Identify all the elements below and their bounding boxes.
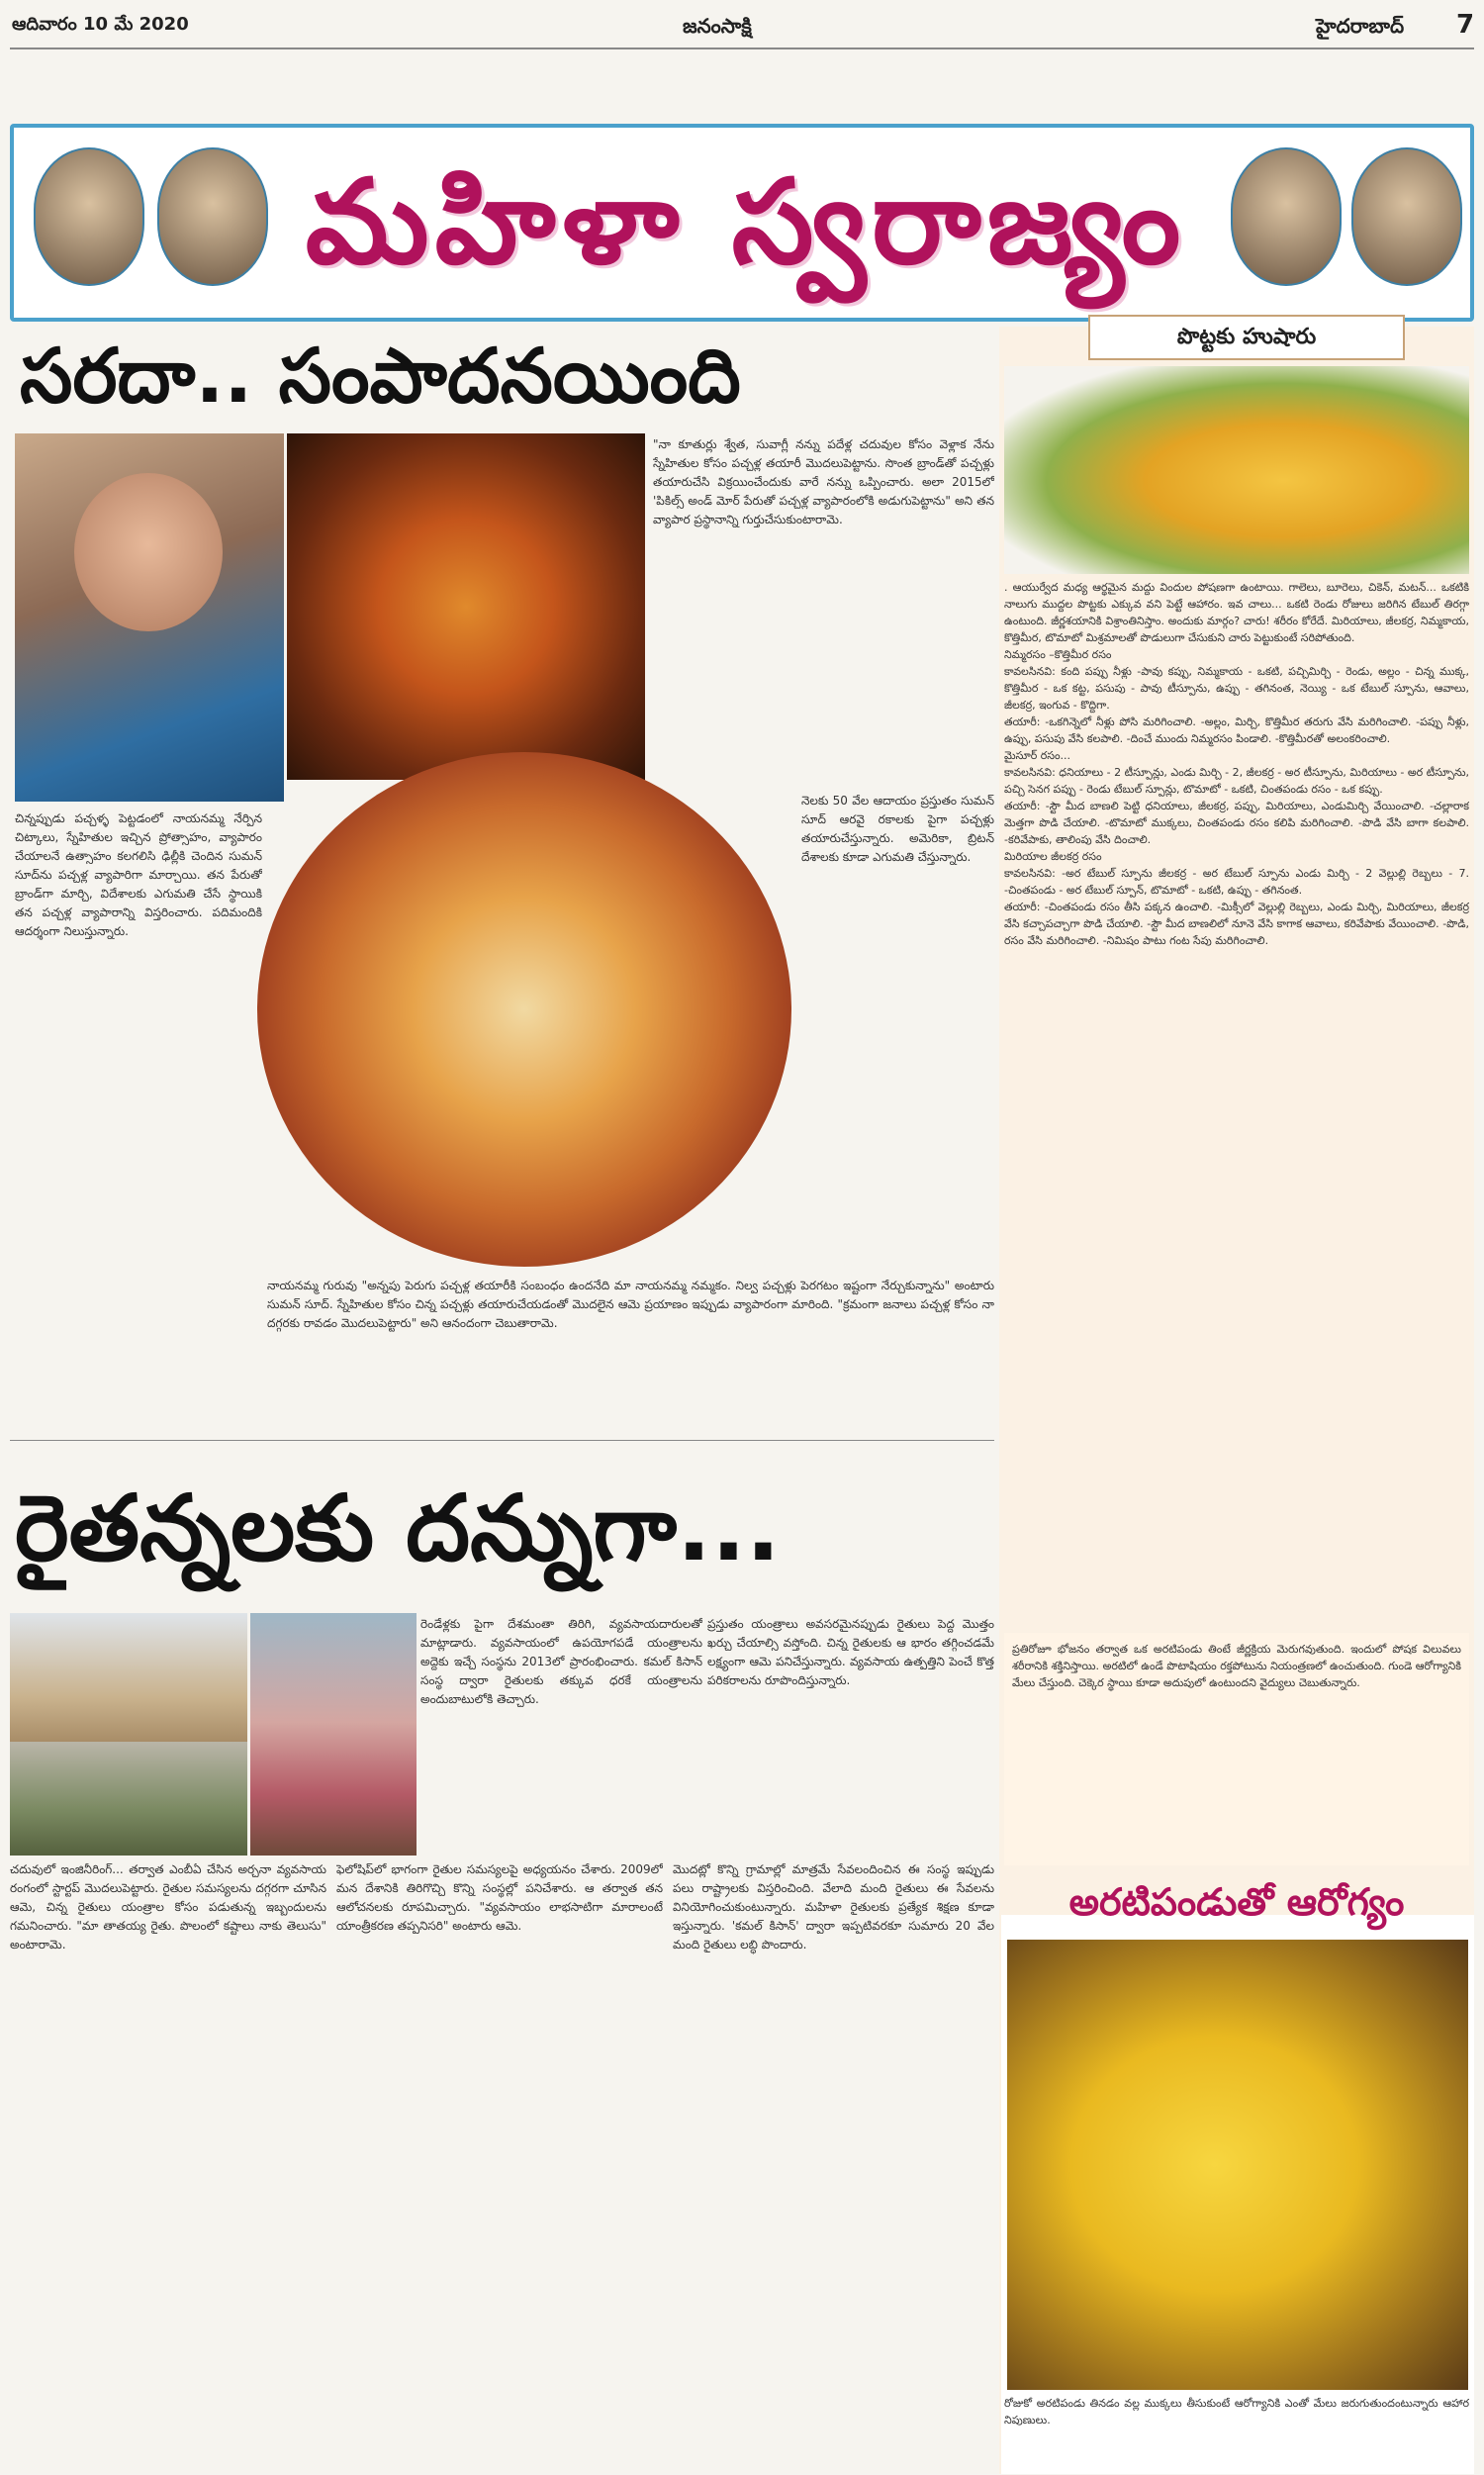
portrait-right-2 <box>1351 147 1462 286</box>
story-divider <box>10 1440 994 1441</box>
banana-photo <box>1007 1940 1468 2390</box>
story1-col-b: "నా కూతుర్లు శ్వేత, సువాగ్లీ నన్ను పదేళ్ల చదువుల కోసం వెళ్లాక నేను స్నేహితుల కోసం పచ్చళ్ల తయారీ మొదలుపెట్టాను. సొంత బ్రాండ్‌తో పచ్చళ్లు తయారుచేసి విక్రయించేందుకు వారే నన్ను ఒప్పించారు. అలా 2015లో 'పికిల్స్ అండ్ మోర్ పేరుతో పచ్చళ్ల వ్యాపారంలోకి అడుగుపెట్టాను" అని తన వ్యాపార ప్రస్థానాన్ని గుర్తుచేసుకుంటారామె. <box>653 437 994 526</box>
city-label: హైదరాబాద్ <box>1316 14 1405 38</box>
page-number: 7 <box>1456 10 1475 40</box>
sidebar-title: పొట్టకు హుషారు <box>1088 315 1405 360</box>
banana-title: అరటిపండుతో ఆరోగ్యం <box>1068 1880 1405 1924</box>
portrait-left-2 <box>157 147 268 286</box>
issue-date: ఆదివారం 10 మే 2020 <box>12 14 189 35</box>
pickle-jars-photo <box>257 752 791 1267</box>
sidebar-body: . ఆయుర్వేద మధ్య ఆర్థమైన మద్దు విందుల పోషణగా ఉంటాయి. గాలెలు, బూరెలు, చికెన్, మటన్... ఒకటికి నాలుగు ముద్దల పొట్టకు ఎక్కువ వని పెట్టే ఆహారం. ఇవ చాలు... ఒకటి రెండు రోజులు జరిగిన టేబుల్ తిరగ్గా ఉంటుంది. జీర్ణశయానికి విశ్రాంతినిస్తాం. అందుకు మార్గం? చారు! శరీరం కోరేదే. మిరియాలు, జీలకర్ర, నిమ్మకాయ, కొత్తిమీర, టొమాటో మిశ్రమాలతో పొడులుగా చేసుకుని చారు పెట్టుకుంటే సరిపోతుంది. నిమ్మరసం –కొత్తిమీర రసం కావలసినవి: కంది పప్పు నీళ్లు -పావు కప్పు, నిమ్మకాయ - ఒకటి, పచ్చిమిర్చి - రెండు, అల్లం - చిన్న ముక్క, కొత్తిమీర - ఒక కట్ట, పసుపు - పావు టీస్పూను, ఉప్పు - తగినంత, నెయ్యి - ఒక టేబుల్ స్పూను, ఆవాలు, జీలకర్ర, ఇంగువ - కొద్దిగా. తయారీ: -ఒకగిన్నెలో నీళ్లు పోసి మరిగించాలి. -అల్లం, మిర్చి, కొత్తిమీర తరుగు వేసి మరిగించాలి. -పప్పు నీళ్లు, ఉప్పు, పసుపు వేసి కలపాలి. -దించే ముందు నిమ్మరసం పిండాలి. -కొత్తిమీరతో అలంకరించాలి. మైసూర్ రసం... కావలసినవి: ధనియాలు - 2 టీస్పూన్లు, ఎండు మిర్చి - 2, జీలకర్ర - అర టీస్పూను, మిరియాలు - అర టీస్పూను, పచ్చి సెనగ పప్పు - రెండు టేబుల్ స్పూన్లు, టొమాటో - ఒకటి, చింతపండు రసం - ఒక కప్పు. తయారీ: -స్టౌ మీద బాణలి పెట్టి ధనియాలు, జీలకర్ర, పప్పు, మిరియాలు, ఎండుమిర్చి వేయించాలి. -చల్లారాక మెత్తగా పొడి చేయాలి. -టొమాటో ముక్కలు, చింతపండు రసం కలిపి మరిగించాలి. -పొడి వేసి బాగా కలపాలి. -కరివేపాకు, తాలింపు వేసి దించాలి. మిరియాల జీలకర్ర రసం కావలసినవి: -అర టేబుల్ స్పూను జీలకర్ర - అర టేబుల్ స్పూను ఎండు మిర్చి - 2 వెల్లుల్లి రెబ్బలు - 7. -చింతపండు - అర టేబుల్ స్పూన్, టొమాటో - ఒకటి, ఉప్పు - తగినంత. తయారీ: -చింతపండు రసం తీసి పక్కన ఉంచాలి. -మిక్సీలో వెల్లుల్లి రెబ్బలు, ఎండు మిర్చి, మిరియాలు, జీలకర్ర వేసి కచ్చాపచ్చాగా పొడి చేయాలి. -స్టౌ మీద బాణలిలో నూనె వేసి కాగాక ఆవాలు, కరివేపాకు వేయించాలి. -పొడి, రసం వేసి మరిగించాలి. -నిమిషం పాటు గంట సేపు మరిగించాలి. <box>1004 581 1469 947</box>
section-banner <box>10 124 1474 322</box>
banana-caption: రోజుకో అరటిపండు తినడం వల్ల ముక్కలు తీసుకుంటే ఆరోగ్యానికి ఎంతో మేలు జరుగుతుందంటున్నారు ఆహార నిపుణులు. <box>1004 2397 1469 2427</box>
page-header <box>0 0 1484 59</box>
story1-col-c: నెలకు 50 వేల ఆదాయం ప్రస్తుతం సుమన్ సూద్ ఆరవై రకాలకు పైగా పచ్చళ్లు తయారుచేస్తున్నారు. అమెరికా, బ్రిటన్ దేశాలకు కూడా ఎగుమతి చేస్తున్నారు. <box>801 794 994 864</box>
face-shape <box>74 473 223 631</box>
masthead: జనంసాక్షి <box>683 14 752 38</box>
story2-col-c: చదువులో ఇంజినీరింగ్... తర్వాత ఎంబీఏ చేసిన అర్చనా వ్యవసాయ రంగంలో స్టార్టప్ మొదలుపెట్టారు. రైతుల సమస్యలను దగ్గరగా చూసిన ఆమె, చిన్న రైతులు యంత్రాల కోసం పడుతున్న ఇబ్బందులను గమనించారు. "మా తాతయ్య రైతు. పొలంలో కష్టాలు నాకు తెలుసు" అంటారామె. <box>10 1862 326 1951</box>
founder-photo <box>250 1613 417 1856</box>
portrait-left-1 <box>34 147 144 286</box>
story2-col-d: ఫెలోషిప్‌లో భాగంగా రైతుల సమస్యలపై అధ్యయనం చేశారు. 2009లో మన దేశానికి తిరిగొచ్చి కొన్ని సంస్థల్లో పనిచేశారు. ఆ తర్వాత తన ఆలోచనలకు రూపమిచ్చారు. "వ్యవసాయం లాభసాటిగా మారాలంటే యాంత్రీకరణ తప్పనిసరి" అంటారు ఆమె. <box>336 1862 663 1933</box>
story2-col-a: రెండేళ్లకు పైగా దేశమంతా తిరిగి, వ్యవసాయదారులతో మాట్లాడారు. వ్యవసాయంలో ఉపయోగపడే యంత్రాలను అద్దెకు ఇచ్చే సంస్థను 2013లో ప్రారంభించారు. కమల్ కిసాన్ సంస్థ ద్వారా రైతులకు తక్కువ ధరకే యంత్రాలను అందుబాటులోకి తెచ్చారు. <box>420 1617 702 1706</box>
story2-col-e: మొదట్లో కొన్ని గ్రామాల్లో మాత్రమే సేవలందించిన ఈ సంస్థ ఇప్పుడు పలు రాష్ట్రాలకు విస్తరించింది. వేలాది మంది రైతులు ఈ సేవలను వినియోగించుకుంటున్నారు. మహిళా రైతులకు ప్రత్యేక శిక్షణ కూడా ఇస్తున్నారు. 'కమల్ కిసాన్' ద్వారా ఇప్పటివరకూ సుమారు 20 వేల మంది రైతులు లబ్ధి పొందారు. <box>673 1862 994 1951</box>
section-title: మహిళా స్వరాజ్యం <box>305 153 1187 290</box>
portrait-right-1 <box>1231 147 1342 286</box>
portrait-photo <box>15 433 284 802</box>
story1-col-a: చిన్నప్పుడు పచ్చళ్ళ పెట్టడంలో నాయనమ్మ నేర్పిన చిట్కాలు, స్నేహితుల ఇచ్చిన ప్రోత్సాహం, వ్యాపారం చేయాలనే ఉత్సాహం కలగలిసి ఢిల్లీకి చెందిన సుమన్ సూద్‌ను పచ్చళ్ల వ్యాపారిగా మార్చాయి. తన పేరుతో బ్రాండ్‌గా మార్చి, విదేశాలకు ఎగుమతి చేసే స్థాయికి తన పచ్చళ్ల వ్యాపారాన్ని విస్తరించారు. పదిమందికి ఆదర్శంగా నిలుస్తున్నారు. <box>15 811 262 938</box>
farm-photo-2 <box>10 1742 247 1856</box>
story2-col-b: ప్రస్తుతం యంత్రాలు అవసరమైనప్పుడు రైతులు పెద్ద మొత్తం ఖర్చు చేయాల్సి వస్తోంది. చిన్న రైతులకు ఆ భారం తగ్గించడమే లక్ష్యంగా ఆమె పనిచేస్తున్నారు. వ్యవసాయ ఉత్పత్తిని పెంచే కొత్త పరికరాలను రూపొందిస్తున్నారు. <box>707 1617 994 1687</box>
tip-box: ప్రతిరోజూ భోజనం తర్వాత ఒక అరటిపండు తింటే జీర్ణక్రియ మెరుగవుతుంది. ఇందులో పోషక విలువలు శరీరానికి శక్తినిస్తాయి. అరటిలో ఉండే పొటాషియం రక్తపోటును నియంత్రణలో ఉంచుతుంది. గుండె ఆరోగ్యానికి మేలు చేస్తుంది. చెక్కెర స్థాయి కూడా అదుపులో ఉంటుందని వైద్యులు చెబుతున్నారు. <box>1004 1633 1469 1865</box>
story1-col-d: నాయనమ్మ గురువు "అన్నపు పెరుగు పచ్చళ్ల తయారీకి సంబంధం ఉందనేది మా నాయనమ్మ నమ్మకం. నిల్వ పచ్చళ్లు పెరగటం ఇష్టంగా నేర్చుకున్నాను" అంటారు సుమన్ సూద్. స్నేహితుల కోసం చిన్న పచ్చళ్లు తయారుచేయడంతో మొదలైన ఆమె ప్రయాణం ఇప్పుడు వ్యాపారంగా మారింది. "క్రమంగా జనాలు పచ్చళ్ల కోసం నా దగ్గరకు రావడం మొదలుపెట్టారు" అని ఆనందంగా చెబుతారామె. <box>267 1279 994 1330</box>
story1-headline: సరదా.. సంపాదనయింది <box>20 332 741 420</box>
rasam-photo <box>1004 366 1469 574</box>
pickle-photo <box>287 433 645 780</box>
story2-headline: రైతన్నలకు దన్నుగా... <box>15 1475 781 1581</box>
header-rule <box>10 48 1474 49</box>
